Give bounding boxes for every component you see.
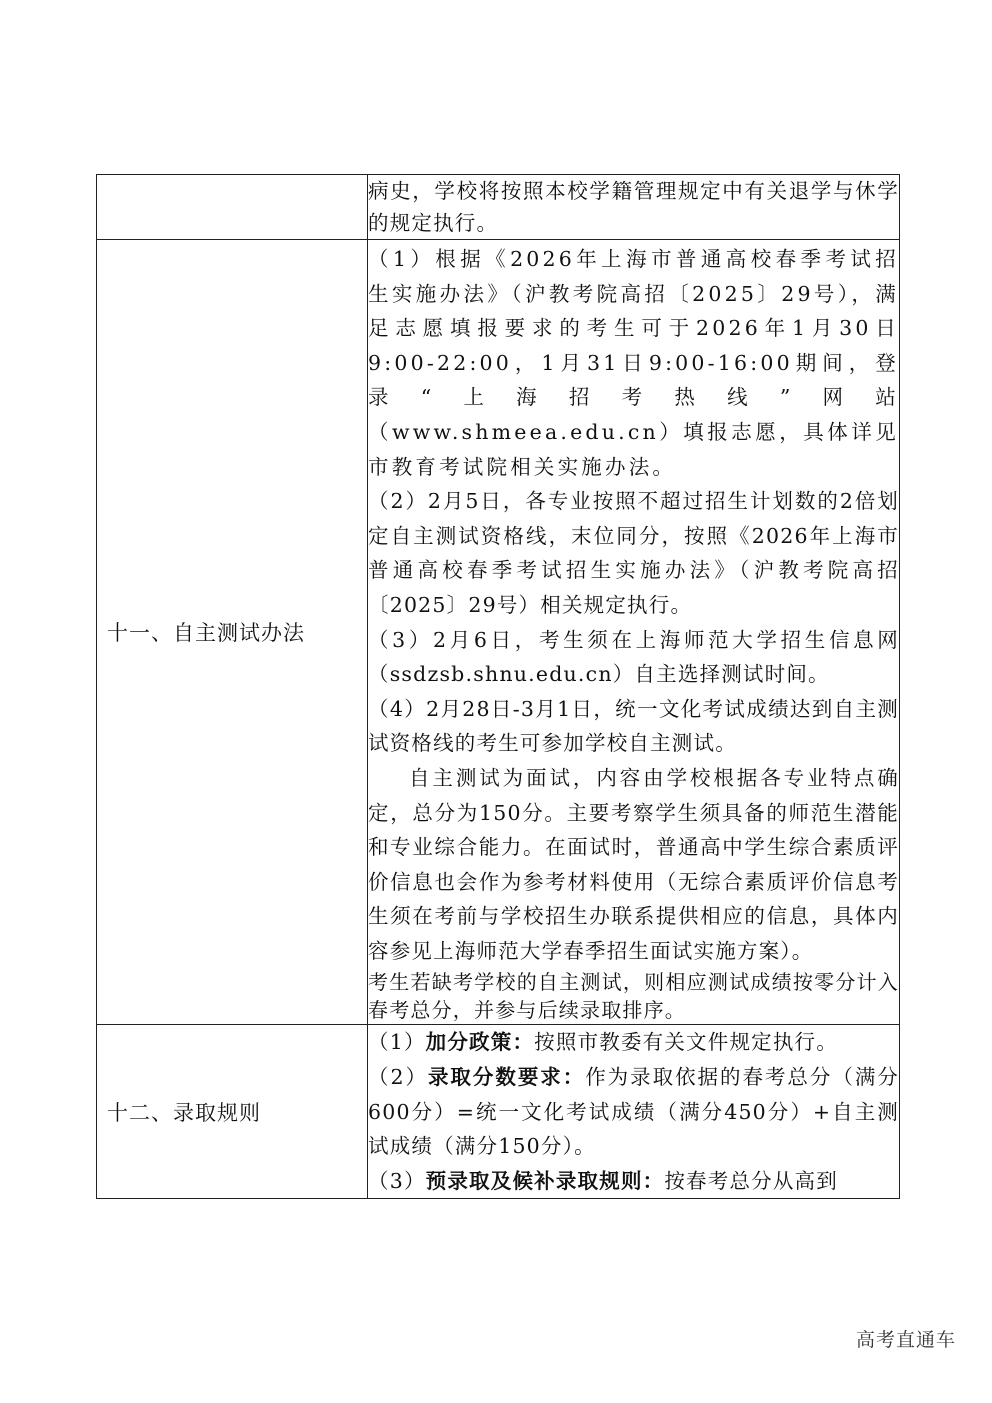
row-label-empty (97, 175, 368, 240)
table-row (97, 175, 900, 240)
row-content (368, 175, 900, 240)
section-title-admission-rules: 十二、录取规则 (107, 1100, 261, 1125)
paragraph: （2）2月5日，各专业按照不超过招生计划数的2倍划定自主测试资格线，末位同分，按照《2026年上海市普通高校春季考试招生实施办法》（沪教考院高招〔2025〕29号）相关规定执行。 (368, 489, 899, 617)
paragraph: 病史，学校将按照本校学籍管理规定中有关退学与休学的规定执行。 (368, 179, 899, 235)
watermark-text: 高考直通车 (856, 1329, 957, 1351)
list-item: （2）录取分数要求：作为录取依据的春考总分（满分600分）=统一文化考试成绩（满分450分）+自主测试成绩（满分150分）。 (368, 1065, 899, 1159)
paragraph: （4）2月28日-3月1日，统一文化考试成绩达到自主测试资格线的考生可参加学校自主测试。 (368, 696, 899, 756)
paragraph: 考生若缺考学校的自主测试，则相应测试成绩按零分计入春考总分，并参与后续录取排序。 (368, 970, 899, 1023)
table-row (97, 1025, 900, 1199)
row-label (97, 1025, 368, 1199)
table-row (97, 240, 900, 1025)
paragraph: （1）根据《2026年上海市普通高校春季考试招生实施办法》（沪教考院高招〔2025〕29号），满足志愿填报要求的考生可于2026年1月30日9:00-22:00，1月31日9:00-16:00期间，登录“上海招考热线”网站（www.shmeea.edu.cn）填报志愿，具体详见市教育考试院相关实施办法。 (368, 247, 899, 479)
list-item: （3）预录取及候补录取规则：按春考总分从高到 (368, 1168, 838, 1193)
paragraph: 自主测试为面试，内容由学校根据各专业特点确定，总分为150分。主要考察学生须具备的师范生潜能和专业综合能力。在面试时，普通高中学生综合素质评价信息也会作为参考材料使用（无综合素质评价信息考生须在考前与学校招生办联系提供相应的信息，具体内容参见上海师范大学春季招生面试实施方案）。 (368, 765, 899, 963)
paragraph: （3）2月6日，考生须在上海师范大学招生信息网（ssdzsb.shnu.edu.cn）自主选择测试时间。 (368, 627, 899, 687)
row-label (97, 240, 368, 1025)
list-item: （1）加分政策：按照市教委有关文件规定执行。 (368, 1030, 838, 1055)
admission-rules-table (96, 174, 900, 1199)
row-content (368, 240, 900, 1025)
section-title-self-test: 十一、自主测试办法 (107, 621, 305, 646)
row-content (368, 1025, 900, 1199)
